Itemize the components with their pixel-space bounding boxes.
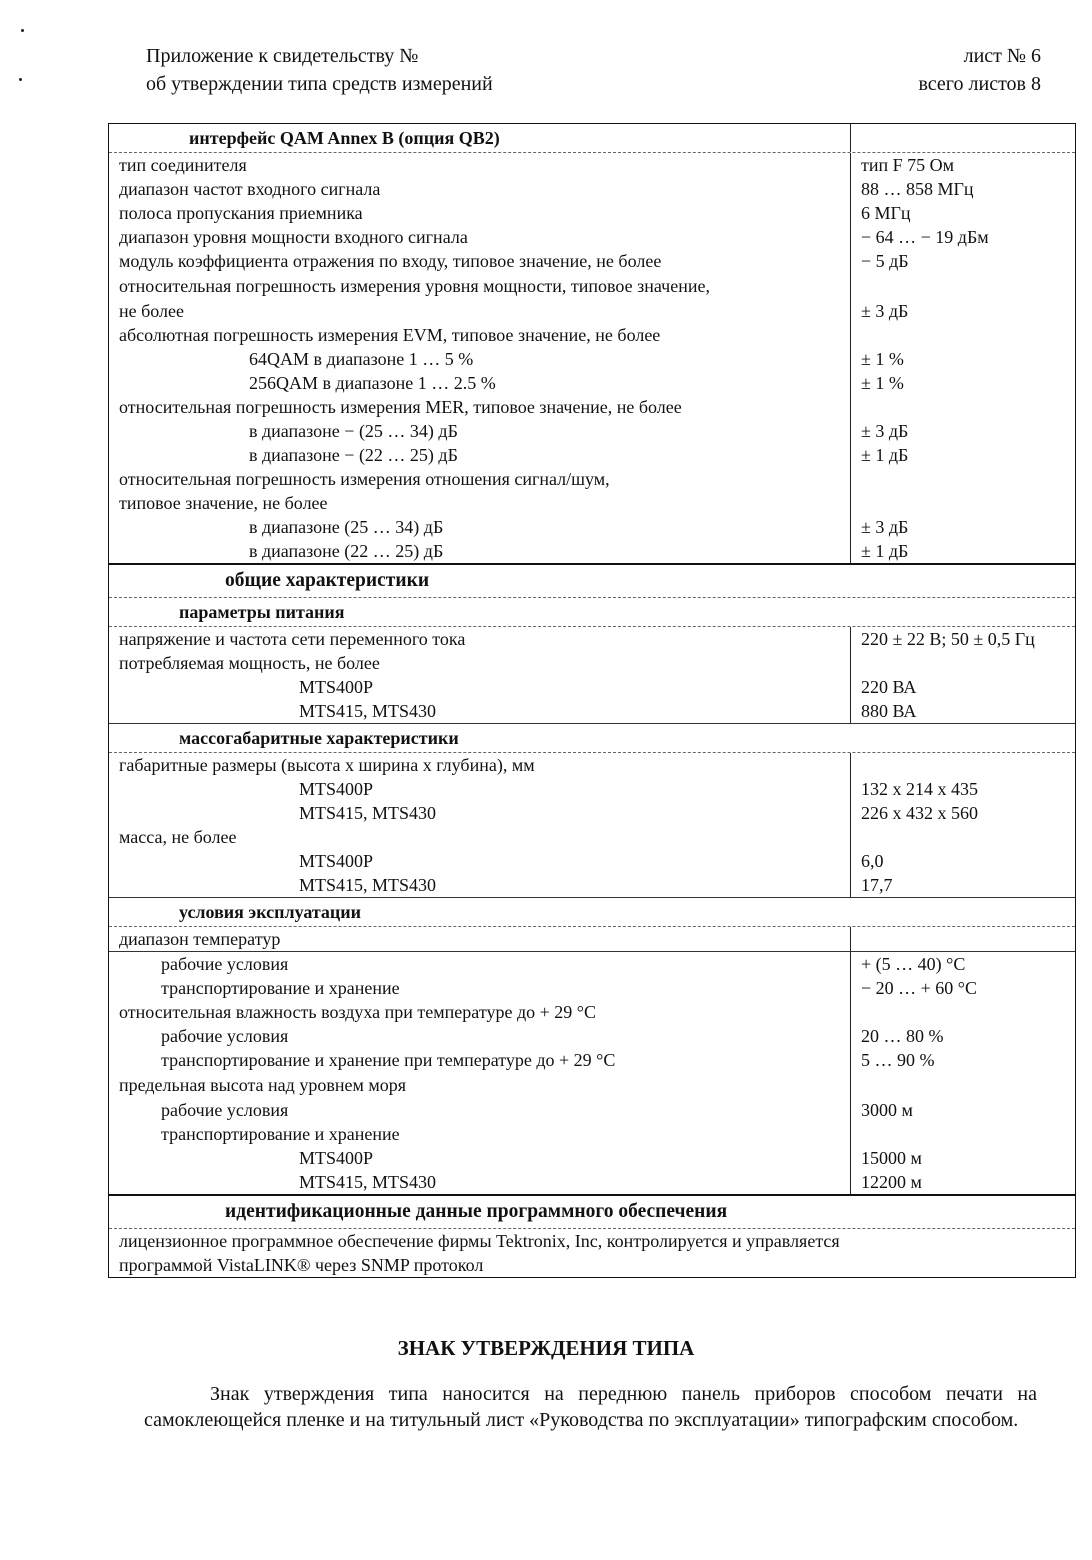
section-header-qam [109, 124, 1075, 152]
spec-label: масса, не более [119, 827, 237, 847]
spec-label: рабочие условия [161, 1100, 289, 1120]
spec-value [861, 1000, 1069, 1024]
spec-label: напряжение и частота сети переменного тока [119, 629, 466, 649]
section-header-power [109, 597, 1075, 626]
spec-label: абсолютная погрешность измерения EVM, типовое значение, не более [119, 325, 661, 345]
spec-value: ± 1 % [861, 349, 904, 369]
spec-value [861, 825, 1069, 849]
sheet-total: всего листов 8 [918, 73, 1041, 95]
spec-value: тип F 75 Ом [861, 155, 955, 175]
spec-label: MTS415, MTS430 [299, 803, 437, 823]
approval-mark-paragraph: Знак утверждения типа наносится на переднюю панель приборов способом печати на самоклеющейся пленке и на титульный лист «Руководства по эксплуатации» типографским способом. [144, 1383, 1037, 1431]
spec-value [861, 1122, 1069, 1146]
certificate-appendix-line: Приложение к свидетельству № [146, 45, 419, 67]
spec-value: 226 x 432 x 560 [861, 803, 978, 823]
spec-label: предельная высота над уровнем моря [119, 1075, 407, 1095]
spec-label: относительная погрешность измерения MER, типовое значение, не более [119, 397, 682, 417]
spec-label: MTS415, MTS430 [299, 1172, 437, 1192]
spec-value: 12200 м [861, 1172, 922, 1192]
spec-value [861, 323, 1069, 347]
spec-label: в диапазоне (25 … 34) дБ [249, 517, 444, 537]
section-title: условия эксплуатации [179, 902, 362, 922]
section-body-qam [109, 152, 1075, 563]
section-title: параметры питания [179, 602, 345, 622]
spec-value: − 64 … − 19 дБм [861, 227, 989, 247]
spec-value [861, 753, 1069, 777]
document-header-right [918, 42, 1041, 98]
section-body-mass [109, 752, 1075, 897]
spec-value: 15000 м [861, 1148, 922, 1168]
spec-label: транспортирование и хранение [161, 978, 400, 998]
spec-value: ± 3 дБ [861, 517, 909, 537]
spec-label: типовое значение, не более [119, 493, 328, 513]
spec-label: MTS400P [299, 851, 374, 871]
section-title: массогабаритные характеристики [179, 728, 459, 748]
spec-value [861, 467, 1069, 491]
spec-value [861, 651, 1069, 675]
spec-value: − 5 дБ [861, 251, 909, 271]
spec-label: MTS415, MTS430 [299, 701, 437, 721]
spec-label: в диапазоне − (25 … 34) дБ [249, 421, 458, 441]
spec-value: 220 ВА [861, 677, 917, 697]
spec-label: потребляемая мощность, не более [119, 653, 380, 673]
spec-value: 88 … 858 МГц [861, 179, 974, 199]
section-body-operating [109, 951, 1075, 1194]
spec-value: 132 x 214 x 435 [861, 779, 978, 799]
spec-label: тип соединителя [119, 155, 247, 175]
spec-value: ± 3 дБ [861, 421, 909, 441]
spec-label: габаритные размеры (высота х ширина х глубина), мм [119, 755, 535, 775]
spec-label: MTS400P [299, 677, 374, 697]
software-description-line: лицензионное программное обеспечение фирмы Tektronix, Inc, контролируется и управляется [119, 1231, 840, 1251]
section-header-operating [109, 897, 1075, 926]
spec-value: 5 … 90 % [861, 1050, 935, 1070]
spec-value: 6,0 [861, 851, 884, 871]
spec-value: 17,7 [861, 875, 893, 895]
scan-dot [21, 29, 24, 32]
spec-label: не более [119, 301, 185, 321]
spec-label: рабочие условия [161, 1026, 289, 1046]
spec-value: 880 ВА [861, 701, 917, 721]
spec-label: 256QAM в диапазоне 1 … 2.5 % [249, 373, 496, 393]
spec-label: MTS415, MTS430 [299, 875, 437, 895]
spec-value: 220 ± 22 В; 50 ± 0,5 Гц [861, 629, 1035, 649]
spec-label: рабочие условия [161, 954, 289, 974]
spec-label: относительная влажность воздуха при температуре до + 29 °C [119, 1002, 596, 1022]
specifications-table [108, 123, 1076, 1278]
section-header-software [109, 1194, 1075, 1228]
spec-value [861, 491, 1069, 515]
scan-dot [19, 78, 22, 81]
approval-mark-heading: ЗНАК УТВЕРЖДЕНИЯ ТИПА [397, 1336, 695, 1360]
spec-value: − 20 … + 60 °C [861, 978, 978, 998]
spec-value: 6 МГц [861, 203, 911, 223]
spec-value: 20 … 80 % [861, 1026, 944, 1046]
spec-value [861, 395, 1069, 419]
section-body-software [109, 1228, 1075, 1277]
spec-label: MTS400P [299, 779, 374, 799]
spec-label: диапазон уровня мощности входного сигнала [119, 227, 468, 247]
spec-label: 64QAM в диапазоне 1 … 5 % [249, 349, 474, 369]
section-header-mass [109, 723, 1075, 752]
spec-label: в диапазоне (22 … 25) дБ [249, 541, 444, 561]
document-header-left [146, 42, 493, 98]
spec-label: диапазон частот входного сигнала [119, 179, 381, 199]
spec-value [861, 273, 1069, 299]
temperature-range-row [109, 926, 1075, 951]
spec-label: диапазон температур [119, 929, 281, 949]
section-title: общие характеристики [225, 570, 430, 591]
certificate-type-line: об утверждении типа средств измерений [146, 73, 493, 95]
spec-value: ± 1 дБ [861, 445, 909, 465]
software-description-line: программой VistaLINK® через SNMP протокол [119, 1255, 484, 1275]
spec-value: ± 3 дБ [861, 301, 909, 321]
spec-label: полоса пропускания приемника [119, 203, 363, 223]
spec-value: 3000 м [861, 1100, 913, 1120]
section-body-power [109, 626, 1075, 723]
spec-value [861, 1072, 1069, 1098]
sheet-number: лист № 6 [963, 45, 1041, 67]
spec-label: модуль коэффициента отражения по входу, типовое значение, не более [119, 251, 662, 271]
spec-value: ± 1 дБ [861, 541, 909, 561]
spec-label: транспортирование и хранение [161, 1124, 400, 1144]
spec-label: в диапазоне − (22 … 25) дБ [249, 445, 458, 465]
spec-label: относительная погрешность измерения уровня мощности, типовое значение, [119, 276, 710, 296]
spec-value: ± 1 % [861, 373, 904, 393]
section-title: интерфейс QAM Annex B (опция QB2) [189, 128, 500, 148]
spec-label: относительная погрешность измерения отношения сигнал/шум, [119, 469, 610, 489]
spec-label: MTS400P [299, 1148, 374, 1168]
spec-value: + (5 … 40) °C [861, 954, 966, 974]
section-title: идентификационные данные программного обеспечения [225, 1201, 728, 1222]
section-header-general [109, 563, 1075, 597]
spec-label: транспортирование и хранение при температуре до + 29 °C [161, 1050, 616, 1070]
